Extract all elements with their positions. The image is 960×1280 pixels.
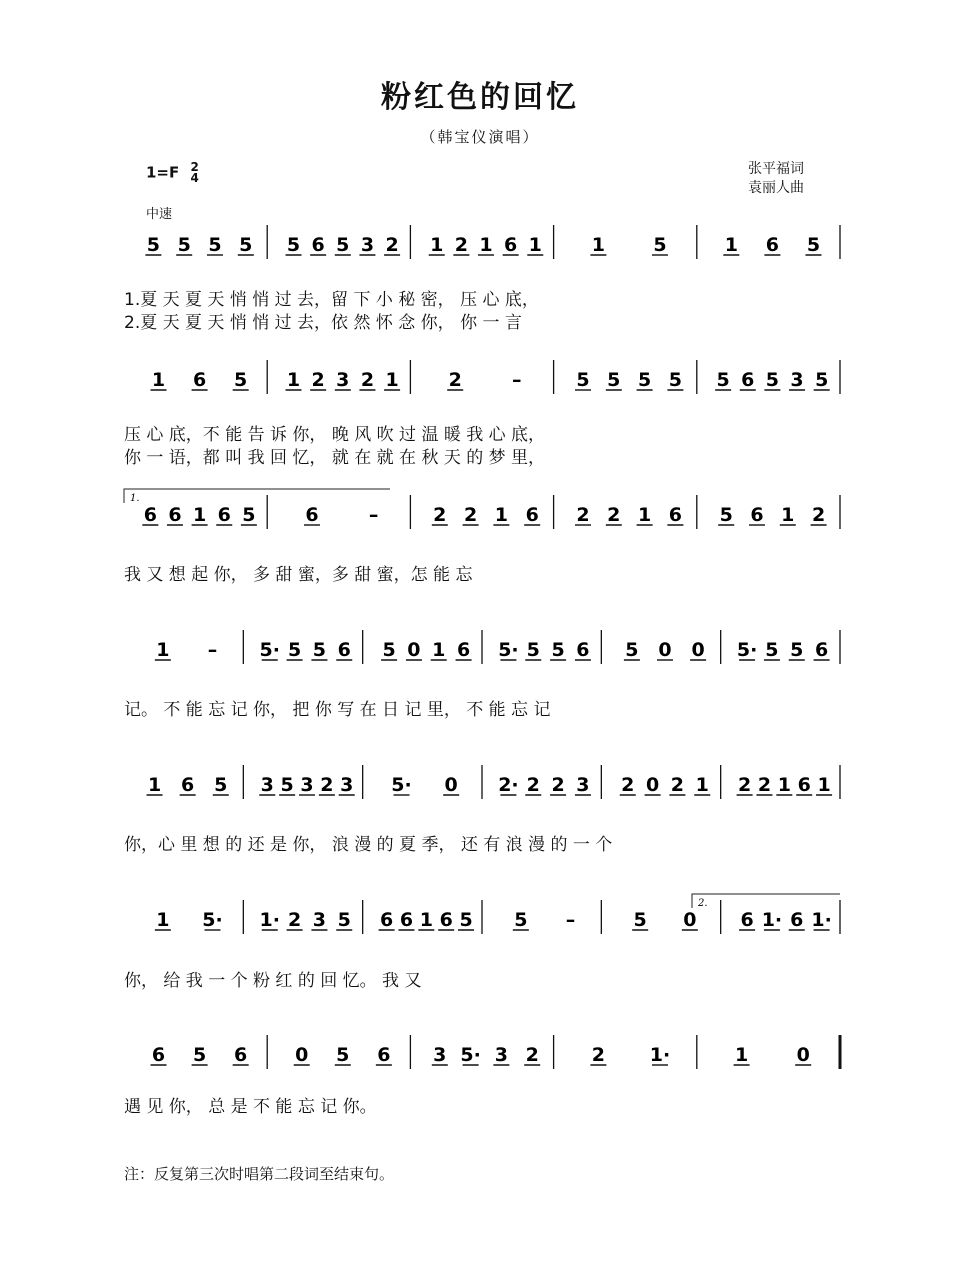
note: 2 bbox=[463, 504, 478, 526]
lyric-line: 2.夏 天 夏 天 悄 悄 过 去，依 然 怀 念 你， 你 一 言 bbox=[124, 313, 522, 333]
note: 5 bbox=[765, 639, 779, 661]
time-sig-denominator: 4 bbox=[190, 171, 199, 185]
note: 2 bbox=[320, 774, 334, 796]
note: 5 bbox=[286, 234, 301, 256]
lyric-line: 记。 不 能 忘 记 你， 把 你 写 在 日 记 里， 不 能 忘 记 bbox=[124, 700, 551, 720]
song-subtitle: （韩宝仪演唱） bbox=[420, 128, 540, 146]
note: 6 bbox=[377, 1044, 391, 1066]
note: 1 bbox=[637, 504, 652, 526]
key-label: 1=F bbox=[146, 163, 180, 182]
note: 3 bbox=[576, 774, 590, 796]
note: 1 bbox=[479, 234, 493, 256]
note: 6 bbox=[192, 369, 207, 391]
note: 1 bbox=[156, 909, 170, 931]
note: 5 bbox=[668, 369, 683, 391]
note: 5 bbox=[716, 369, 730, 391]
note: 2 bbox=[526, 774, 540, 796]
note: 2 bbox=[448, 369, 462, 391]
note: 5 bbox=[336, 234, 350, 256]
note: 6 bbox=[305, 504, 319, 526]
note: 5 bbox=[336, 1044, 350, 1066]
note: 3 bbox=[260, 774, 274, 796]
system-4 bbox=[0, 620, 960, 660]
note: – bbox=[565, 909, 576, 931]
note: 5 bbox=[459, 909, 473, 931]
note: 5 bbox=[514, 909, 528, 931]
note: 2 bbox=[551, 774, 565, 796]
note: 2 bbox=[621, 774, 635, 796]
note: 6 bbox=[576, 639, 590, 661]
note: 1 bbox=[817, 774, 831, 796]
note: 2 bbox=[607, 504, 621, 526]
note: 5· bbox=[259, 639, 280, 661]
note: 5 bbox=[653, 234, 667, 256]
note: 6 bbox=[217, 504, 231, 526]
note: 5· bbox=[460, 1044, 481, 1066]
note: 3 bbox=[433, 1044, 447, 1066]
note: 6 bbox=[399, 909, 414, 931]
note: 3 bbox=[790, 369, 804, 391]
note: 5 bbox=[242, 504, 256, 526]
system-notation bbox=[0, 755, 960, 815]
system-notation bbox=[0, 350, 960, 410]
time-sig-numerator: 2 bbox=[190, 160, 199, 174]
note: 0 bbox=[407, 639, 421, 661]
note: 1· bbox=[649, 1044, 671, 1066]
note: 6 bbox=[668, 504, 683, 526]
note: 2 bbox=[311, 369, 325, 391]
note: 0 bbox=[683, 909, 697, 931]
note: – bbox=[512, 369, 522, 391]
note: 1 bbox=[432, 639, 446, 661]
note: – bbox=[207, 639, 218, 661]
note: 2 bbox=[670, 774, 685, 796]
note: 1 bbox=[528, 234, 542, 256]
note: 1 bbox=[781, 504, 795, 526]
note: 0 bbox=[796, 1044, 810, 1066]
note: 5 bbox=[637, 369, 652, 391]
note: 5· bbox=[498, 639, 519, 661]
note: 6 bbox=[525, 504, 539, 526]
volta-bracket bbox=[124, 489, 390, 503]
composer-credit: 袁丽人曲 bbox=[748, 180, 804, 196]
note: 6 bbox=[765, 234, 780, 256]
note: 5 bbox=[177, 234, 191, 256]
note: 2· bbox=[498, 774, 519, 796]
note: 1· bbox=[811, 909, 832, 931]
note: 5 bbox=[312, 639, 327, 661]
system-5 bbox=[0, 755, 960, 795]
note: 5 bbox=[192, 1044, 207, 1066]
note: 1 bbox=[777, 774, 791, 796]
note: 3 bbox=[340, 774, 354, 796]
note: 1 bbox=[286, 369, 301, 391]
note: 6 bbox=[740, 909, 754, 931]
lyricist-credit: 张平福词 bbox=[748, 161, 804, 177]
song-title: 粉红色的回忆 bbox=[381, 80, 579, 115]
note: 0 bbox=[444, 774, 458, 796]
note: 6 bbox=[168, 504, 182, 526]
note: 5· bbox=[736, 639, 758, 661]
note: 0 bbox=[658, 639, 672, 661]
note: 1 bbox=[151, 369, 166, 391]
note: 6 bbox=[741, 369, 755, 391]
note: 2 bbox=[737, 774, 752, 796]
note: 2 bbox=[385, 234, 399, 256]
system-2 bbox=[0, 350, 960, 390]
note: 6 bbox=[379, 909, 394, 931]
system-notation bbox=[0, 215, 960, 275]
note: 1 bbox=[147, 774, 162, 796]
note: 1 bbox=[419, 909, 433, 931]
lyric-line: 你， 给 我 一 个 粉 红 的 回 忆。 我 又 bbox=[124, 971, 422, 991]
note: 1 bbox=[695, 774, 709, 796]
note: 1 bbox=[385, 369, 399, 391]
note: 2 bbox=[576, 504, 590, 526]
system-3 bbox=[0, 485, 960, 525]
note: 3 bbox=[312, 909, 327, 931]
volta-number: 1. bbox=[130, 493, 140, 504]
note: 0 bbox=[645, 774, 660, 796]
lyric-line: 我 又 想 起 你， 多 甜 蜜，多 甜 蜜，怎 能 忘 bbox=[124, 565, 473, 585]
note: 6 bbox=[311, 234, 325, 256]
note: 6 bbox=[750, 504, 764, 526]
note: 6 bbox=[143, 504, 157, 526]
note: 1 bbox=[192, 504, 207, 526]
note: 1 bbox=[591, 234, 606, 256]
note: 6 bbox=[234, 1044, 248, 1066]
note: 5 bbox=[806, 234, 821, 256]
system-notation bbox=[0, 620, 960, 680]
note: 6 bbox=[151, 1044, 166, 1066]
note: 1 bbox=[734, 1044, 749, 1066]
tempo-marking: 中速 bbox=[146, 207, 173, 222]
note: 3 bbox=[494, 1044, 509, 1066]
note: 5 bbox=[551, 639, 565, 661]
note: 5· bbox=[391, 774, 412, 796]
note: 2 bbox=[591, 1044, 606, 1066]
note: 5 bbox=[382, 639, 396, 661]
note: 5 bbox=[239, 234, 253, 256]
note: 1 bbox=[494, 504, 509, 526]
note: 2 bbox=[811, 504, 826, 526]
note: 6 bbox=[797, 774, 811, 796]
system-7 bbox=[0, 1025, 960, 1065]
note: 5 bbox=[719, 504, 733, 526]
system-6 bbox=[0, 890, 960, 930]
volta-bracket bbox=[692, 894, 840, 908]
volta-number: 2. bbox=[698, 898, 708, 909]
note: 5 bbox=[625, 639, 639, 661]
note: 1 bbox=[156, 639, 170, 661]
key-signature bbox=[146, 162, 199, 184]
note: 2 bbox=[287, 909, 302, 931]
note: 5 bbox=[576, 369, 590, 391]
system-1 bbox=[0, 215, 960, 255]
note: 3 bbox=[300, 774, 314, 796]
note: 6 bbox=[439, 909, 453, 931]
note: 5 bbox=[633, 909, 647, 931]
lyric-line: 1.夏 天 夏 天 悄 悄 过 去，留 下 小 秘 密， 压 心 底， bbox=[124, 290, 539, 310]
note: 2 bbox=[757, 774, 772, 796]
note: 5 bbox=[526, 639, 540, 661]
note: 6 bbox=[790, 909, 804, 931]
system-notation bbox=[0, 485, 960, 545]
note: 3 bbox=[360, 234, 375, 256]
note: 5· bbox=[202, 909, 223, 931]
note: 5 bbox=[234, 369, 248, 391]
note: 5 bbox=[765, 369, 780, 391]
note: 5 bbox=[815, 369, 829, 391]
lyric-line: 你，心 里 想 的 还 是 你， 浪 漫 的 夏 季， 还 有 浪 漫 的 一 个 bbox=[124, 835, 613, 855]
note: 1· bbox=[761, 909, 783, 931]
note: 6 bbox=[181, 774, 195, 796]
note: 5 bbox=[287, 639, 302, 661]
note: 2 bbox=[360, 369, 375, 391]
note: 0 bbox=[295, 1044, 309, 1066]
note: 0 bbox=[691, 639, 705, 661]
note: 6 bbox=[504, 234, 518, 256]
system-notation bbox=[0, 1025, 960, 1085]
note: 5 bbox=[607, 369, 621, 391]
note: 6 bbox=[814, 639, 829, 661]
note: 5 bbox=[280, 774, 294, 796]
lyric-line: 遇 见 你， 总 是 不 能 忘 记 你。 bbox=[124, 1097, 377, 1117]
note: 5 bbox=[146, 234, 161, 256]
note: 6 bbox=[456, 639, 471, 661]
lyric-line: 你 一 语，都 叫 我 回 忆， 就 在 就 在 秋 天 的 梦 里， bbox=[124, 448, 546, 468]
note: 5 bbox=[214, 774, 228, 796]
note: 5 bbox=[337, 909, 351, 931]
system-notation bbox=[0, 890, 960, 950]
note: 1· bbox=[259, 909, 280, 931]
note: 2 bbox=[454, 234, 468, 256]
note: 3 bbox=[336, 369, 350, 391]
lyric-line: 压 心 底，不 能 告 诉 你， 晚 风 吹 过 温 暖 我 心 底， bbox=[124, 425, 546, 445]
time-signature bbox=[191, 162, 199, 184]
note: 5 bbox=[790, 639, 804, 661]
note: 1 bbox=[724, 234, 738, 256]
note: 2 bbox=[525, 1044, 539, 1066]
note: 6 bbox=[337, 639, 351, 661]
note: 1 bbox=[430, 234, 444, 256]
note: 2 bbox=[433, 504, 447, 526]
note: – bbox=[368, 504, 379, 526]
note: 5 bbox=[208, 234, 222, 256]
footnote: 注：反复第三次时唱第二段词至结束句。 bbox=[124, 1165, 395, 1183]
